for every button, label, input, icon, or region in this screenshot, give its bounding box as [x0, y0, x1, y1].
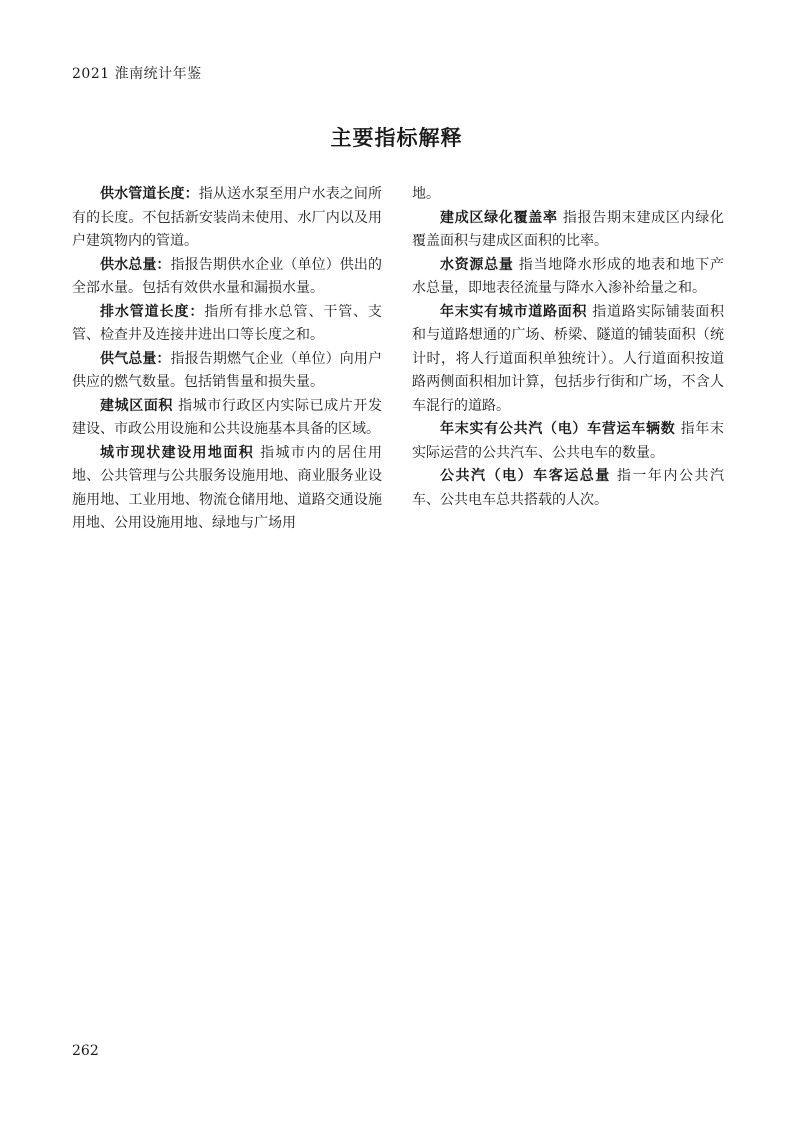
definition-text: 指一年内公共汽车、公共电车总共搭载的人次。	[412, 468, 725, 508]
definition-term: 公共汽（电）车客运总量	[440, 468, 611, 484]
definition-term: 供水总量：	[100, 256, 171, 273]
definition-text: 指城市行政区内实际已成片开发建设、市政公用设施和公共设施基本具备的区域。	[72, 397, 383, 437]
definition-text: 指当地降水形成的地表和地下产水总量，即地表径流量与降水入渗补给量之和。	[412, 256, 725, 296]
definition-term: 排水管道长度：	[100, 303, 205, 320]
definition-paragraph	[412, 254, 724, 301]
definition-term: 城市现状建设用地面积	[100, 444, 255, 461]
definition-paragraph	[72, 442, 382, 536]
definition-term: 建成区绿化覆盖率	[440, 209, 558, 226]
left-column	[72, 183, 382, 536]
definition-text: 指报告期供水企业（单位）供出的全部水量。包括有效供水量和漏损水量。	[72, 256, 383, 296]
definition-paragraph	[72, 183, 382, 254]
definition-text: 指报告期末建成区内绿化覆盖面积与建成区面积的比率。	[412, 209, 725, 249]
definition-paragraph	[412, 207, 724, 254]
definition-text: 指从送水泵至用户水表之间所有的长度。不包括新安装尚未使用、水厂内以及用户建筑物内的管道。	[72, 186, 383, 249]
definition-term: 供气总量：	[100, 350, 171, 367]
running-title: 2021 淮南统计年鉴	[72, 66, 202, 82]
definition-term: 年末实有公共汽（电）车营运车辆数	[440, 421, 676, 437]
definition-term: 供水管道长度：	[100, 186, 199, 202]
definition-term: 年末实有城市道路面积	[440, 303, 588, 320]
definition-text: 指所有排水总管、干管、支管、检查井及连接井进出口等长度之和。	[72, 303, 383, 343]
definition-text: 指年末实际运营的公共汽车、公共电车的数量。	[412, 421, 725, 461]
definition-paragraph	[412, 418, 724, 465]
definition-paragraph	[72, 395, 382, 442]
definition-paragraph	[412, 465, 724, 512]
continued-text: 地。	[412, 186, 440, 202]
definition-text: 指报告期燃气企业（单位）向用户供应的燃气数量。包括销售量和损失量。	[72, 350, 383, 390]
definition-paragraph	[72, 301, 382, 348]
definition-paragraph	[72, 348, 382, 395]
definition-paragraph	[72, 254, 382, 301]
page-number: 262	[72, 1043, 99, 1059]
right-column	[412, 183, 724, 512]
definition-paragraph	[412, 301, 724, 419]
definition-term: 水资源总量	[440, 256, 514, 273]
definition-text: 指道路实际铺装面积和与道路想通的广场、桥梁、隧道的铺装面积（统计时，将人行道面积单独统计）。人行道面积按道路两侧面积相加计算，包括步行街和广场，不含人车混行的道路。	[412, 303, 725, 414]
definition-text: 指城市内的居住用地、公共管理与公共服务设施用地、商业服务业设施用地、工业用地、物流仓储用地、道路交通设施用地、公用设施用地、绿地与广场用	[72, 444, 383, 531]
page-title: 主要指标解释	[330, 126, 463, 150]
definition-term: 建城区面积	[100, 397, 174, 414]
